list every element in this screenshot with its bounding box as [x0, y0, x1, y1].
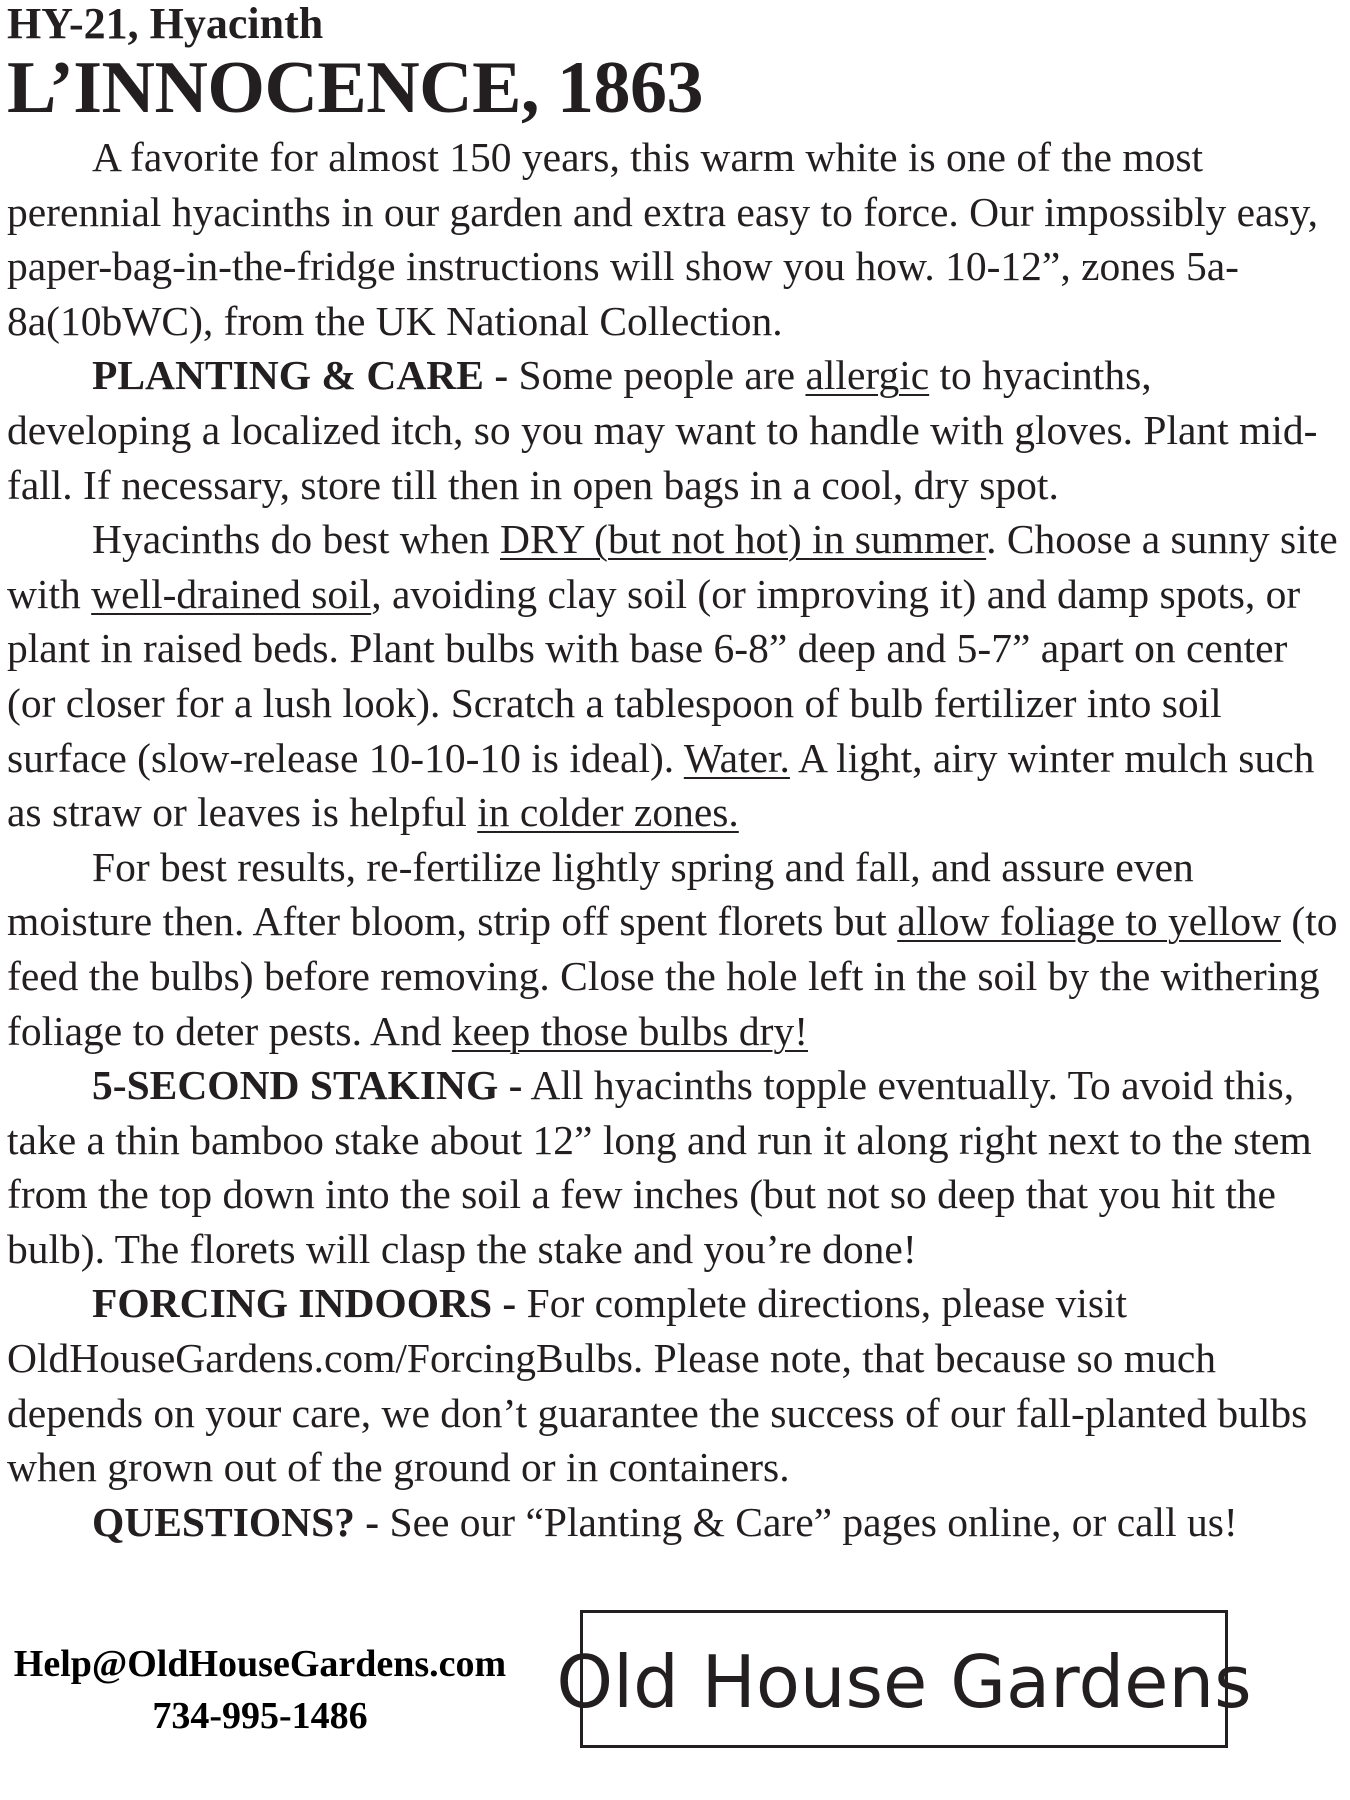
- planting-text-1: Some people are: [508, 352, 806, 399]
- allergic-underlined: allergic: [805, 352, 930, 399]
- logo-wordmark: Old House Gardens: [556, 1640, 1252, 1724]
- hyacinths-text-3: , avoiding clay soil (or improving it) and damp spots, or plant in raised beds. Plant bulbs with base 6-8” deep and 5-7” apart on center (or closer for a lush look). Scratch a tablespoon of bulb fertilizer into soil surface (slow-release 10-10-10 is ideal).: [7, 570, 1301, 781]
- hyacinths-text-4: A light, airy winter mulch such as straw or leaves is helpful: [7, 734, 1315, 836]
- product-code: HY-21, Hyacinth: [7, 0, 324, 48]
- water-underlined: Water.: [683, 734, 790, 781]
- hyacinths-text-2: . Choose a sunny site with: [7, 516, 1338, 617]
- logo-box: [556, 1610, 1252, 1748]
- forcing-text: For complete directions, please visit OldHouseGardens.com/ForcingBulbs. Please note, that because so much depends on your care, we don’t guarantee the success of our fall-planted bulbs when grown out of the ground or in containers.: [7, 1280, 1308, 1491]
- contact-block: [10, 1638, 510, 1742]
- keep-dry-underlined: keep those bulbs dry!: [451, 1007, 809, 1054]
- questions-text: See our “Planting & Care” pages online, or call us!: [379, 1498, 1238, 1545]
- forcing-heading: FORCING INDOORS -: [92, 1280, 517, 1327]
- planting-paragraph: [7, 348, 1340, 512]
- intro-paragraph: [7, 130, 1340, 348]
- intro-text: A favorite for almost 150 years, this warm white is one of the most perennial hyacinths in our garden and extra easy to force. Our impossibly easy, paper-bag-in-the-fridge instructions will show you how. 10-12”, zones 5a-8a(10bWC), from the UK National Collection.: [7, 134, 1319, 344]
- phone-number: 734-995-1486: [152, 1695, 368, 1737]
- footer: [0, 1610, 1350, 1760]
- best-results-text-1: For best results, re-fertilize lightly spring and fall, and assure even moisture then. After bloom, strip off spent florets but: [7, 843, 1194, 945]
- description-body: [7, 130, 1340, 1549]
- planting-text-2: to hyacinths, developing a localized itch, so you may want to handle with gloves. Plant mid-fall. If necessary, store till then in open bags in a cool, dry spot.: [7, 352, 1318, 508]
- questions-heading: QUESTIONS? -: [92, 1498, 380, 1545]
- product-title: L’INNOCENCE, 1863: [7, 47, 703, 129]
- brand-logo: [556, 1619, 1252, 1739]
- staking-text: All hyacinths topple eventually. To avoid this, take a thin bamboo stake about 12” long and run it along right next to the stem from the top down into the soil a few inches (but not so deep that you hit the bulb). The florets will clasp the stake and you’re done!: [7, 1062, 1312, 1272]
- staking-paragraph: [7, 1058, 1340, 1276]
- foliage-underlined: allow foliage to yellow: [897, 898, 1281, 945]
- well-drained-underlined: well-drained soil: [91, 570, 372, 617]
- dry-summer-underlined: DRY (but not hot) in summer: [500, 516, 987, 563]
- staking-heading: 5-SECOND STAKING -: [92, 1062, 523, 1109]
- planting-heading: PLANTING & CARE -: [92, 352, 509, 399]
- questions-paragraph: [7, 1495, 1340, 1550]
- best-results-paragraph: [7, 840, 1340, 1058]
- hyacinths-paragraph: [7, 512, 1340, 840]
- forcing-paragraph: [7, 1276, 1340, 1494]
- email-link[interactable]: Help@OldHouseGardens.com: [13, 1643, 507, 1685]
- hyacinths-text-1: Hyacinths do best when: [92, 516, 501, 563]
- colder-zones-underlined: in colder zones.: [477, 789, 739, 836]
- best-results-text-2: (to feed the bulbs) before removing. Close the hole left in the soil by the withering foliage to deter pests. And: [7, 898, 1338, 1054]
